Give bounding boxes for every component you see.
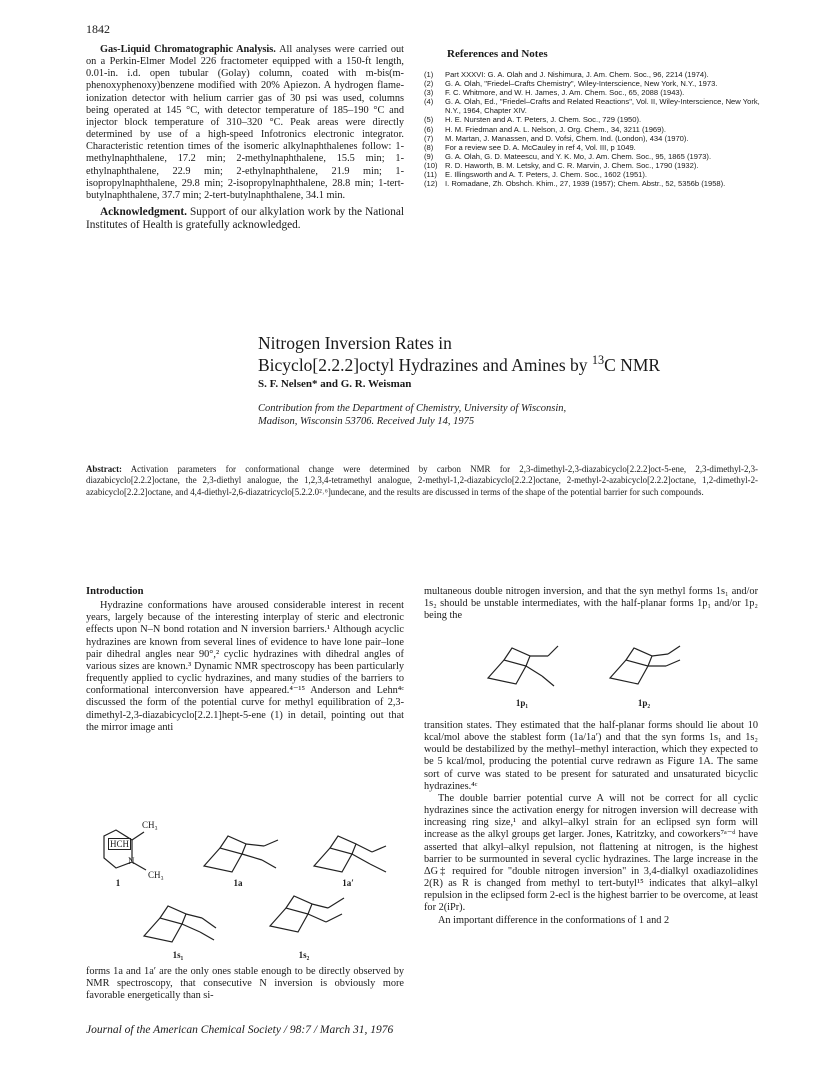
hch-label: HCH: [110, 839, 130, 849]
n-label-1: N: [128, 856, 135, 866]
title-line-2-pre: Bicyclo[2.2.2]octyl Hydrazines and Amines by: [258, 355, 592, 375]
title-superscript: 13: [591, 353, 605, 368]
label-compound-1a: 1a: [233, 878, 243, 888]
reference-number: (1): [424, 70, 434, 79]
article-title: [258, 332, 660, 376]
reference-item: [424, 97, 760, 115]
reference-item: [424, 170, 760, 179]
structure-figure-right: [424, 626, 758, 718]
reference-text: E. Illingsworth and A. T. Peters, J. Chem. Soc., 1602 (1951).: [445, 170, 648, 180]
reference-item: [424, 70, 760, 79]
introduction-heading: Introduction: [86, 586, 144, 597]
right-column-bottom: [424, 720, 758, 927]
ack-text: Support of our alkylation work by the National Institutes of Health is gratefully acknowledged.: [86, 206, 404, 232]
reference-text: F. C. Whitmore, and W. H. James, J. Am. Chem. Soc., 65, 2088 (1943).: [445, 88, 685, 98]
reference-text: For a review see D. A. McCauley in ref 4, Vol. III, p 1049.: [445, 142, 636, 152]
gc-heading: Gas-Liquid Chromatographic Analysis.: [100, 44, 276, 55]
label-compound-1p2: 1p₂: [637, 698, 651, 708]
reference-text: G. A. Olah, G. D. Mateescu, and Y. K. Mo, J. Am. Chem. Soc., 95, 1865 (1973).: [445, 151, 712, 161]
reference-number: (4): [424, 97, 434, 107]
reference-text: H. E. Nursten and A. T. Peters, J. Chem. Soc., 729 (1950).: [445, 115, 642, 125]
title-line-1: Nitrogen Inversion Rates in: [258, 333, 452, 353]
title-line-2-post: C NMR: [604, 355, 661, 375]
reference-number: (5): [424, 115, 434, 125]
reference-item: [424, 179, 760, 188]
reference-text: G. A. Olah, "Friedel–Crafts Chemistry", Wiley-Interscience, New York, N.Y., 1973.: [445, 79, 718, 89]
gc-analysis-section: [86, 44, 404, 232]
intro-paragraph-2: forms 1a and 1a′ are the only ones stable enough to be directly observed by NMR spectroscopy, that consecutive N inversion is obviously more favorable energetically than si-: [86, 966, 404, 1002]
reference-number: (12): [424, 179, 438, 189]
reference-item: [424, 152, 760, 161]
ch3-label-top: CH₃: [142, 820, 158, 830]
right-paragraph-4: An important difference in the conformations of 1 and 2: [438, 914, 670, 926]
reference-text: M. Martan, J. Manassen, and D. Vofsi, Chem. Ind. (London), 434 (1970).: [445, 133, 689, 143]
reference-number: (3): [424, 88, 434, 98]
label-compound-1a-prime: 1a′: [342, 878, 354, 888]
intro-paragraph-1: Hydrazine conformations have aroused considerable interest in recent years, largely because of the interesting interplay of steric and electronic effects upon N–N bond rotation and N inversion barriers.¹ Although acyclic hydrazines are known from several lines of evidence to have lone pair–lone pair dihedral angles near 90°,² cyclic hydrazines with dihedral angles of various sizes are known.³ Dynamic NMR spectroscopy has been particularly frequently applied to cyclic hydrazines, and many studies of the barriers to conformational interconversion have appeared.⁴⁻¹⁵ Anderson and Lehn⁴ᶜ discussed the form of the potential curve for methyl equilibration of 2,3-dimethyl-2,3-diazabicyclo[2.2.1]hept-5-ene (1) in detail, pointing out that the mirror image anti: [86, 600, 404, 733]
abstract: [86, 464, 758, 498]
right-paragraph-2: transition states. They estimated that the half-planar forms should lie about 10 kcal/mol above the stablest form (1a/1a′) and that the syn forms 1s₁ and 1s₂ would be destabilized by the methyl–methyl interaction, which they expected to be 5 kcal/mol, producing the potential curve redrawn as Figure 1A. The same sort of curve was stated to be present for saturated and unsaturated bicyclic hydrazines.⁴ᶜ: [424, 720, 758, 792]
abstract-label: Abstract:: [86, 464, 122, 474]
label-compound-1s1: 1s₁: [172, 950, 184, 960]
ch3-label-bottom: CH₃: [148, 870, 164, 880]
gc-text: All analyses were carried out on a Perkin-Elmer Model 226 fractometer equipped with a 150-ft length, 0.01-in. i.d. open tubular (Golay) column, coated with m-bis(m-phenoxyphenoxy)benzene modified with 20% Apiezon. A hydrogen flame-ionization detector with helium carrier gas of 30 psi was used, columns being operated at 145 °C, with detector temperature of 185–190 °C and injector block temperature of 310–320 °C. Peak areas were directly determined by use of a high-speed Infotronics electronic integrator. Characteristic retention times of the isomeric alkylnaphthalenes follow: 1-methylnaphthalene, 17.2 min; 2-methylnaphthalene, 15.5 min; 1-ethylnaphthalene, 22.9 min; 2-ethylnaphthalene, 21.9 min; 1-isopropylnaphthalene, 29.8 min; 2-isopropylnaphthalene, 28.8 min; 1-tert-butylnaphthalene, 37.7 min; 2-tert-butylnaphthalene, 34.1 min.: [86, 44, 404, 201]
half-planar-structures-drawing: [424, 626, 758, 718]
reference-number: (11): [424, 170, 437, 180]
reference-text: Part XXXVI: G. A. Olah and J. Nishimura, J. Am. Chem. Soc., 96, 2214 (1974).: [445, 70, 709, 79]
label-compound-1s2: 1s₂: [298, 950, 310, 960]
reference-number: (6): [424, 124, 434, 134]
reference-item: [424, 79, 760, 88]
right-paragraph-3: The double barrier potential curve A will not be correct for all cyclic hydrazines since the activation energy for nitrogen inversion will decrease with increasing ring size,¹ and alkyl–alkyl strain for an eclipsed syn form will increase as the alkyl groups get larger. Jones, Katritzky, and coworkers⁷ᵃ⁻ᵈ have asserted that alkyl–alkyl repulsion, not flattening at nitrogen, is the highest barrier to be surmounted in several cyclic hydrazines. The large increase in the ΔG‡ required for "double nitrogen inversion" in 3,4-dialkyl oxadiazolidines 2(R) as R is changed from methyl to tert-butyl¹⁵ indicates that alkyl–alkyl repulsion in the eclipsed form 2-ecl is the highest barrier to be overcome, at least for 2(iPr).: [424, 792, 758, 914]
reference-number: (9): [424, 151, 434, 161]
title-line-2: [258, 354, 660, 376]
authors: S. F. Nelsen* and G. R. Weisman: [258, 378, 412, 390]
structure-figure-left: [86, 818, 406, 968]
reference-number: (8): [424, 142, 434, 152]
affiliation: [258, 402, 566, 428]
reference-item: [424, 88, 760, 97]
reference-item: [424, 115, 760, 124]
references-list: [424, 70, 760, 188]
right-paragraph-1: multaneous double nitrogen inversion, and that the syn methyl forms 1s₁ and/or 1s₂ should be unstable intermediates, with the half-planar forms 1p₁ and/or 1p₂ being the: [424, 586, 758, 622]
structures-drawing: [86, 818, 406, 968]
reference-text: H. M. Friedman and A. L. Nelson, J. Org. Chem., 34, 3211 (1969).: [445, 124, 667, 134]
reference-text: I. Romadane, Zh. Obshch. Khim., 27, 1939 (1957); Chem. Abstr., 52, 5356b (1958).: [445, 179, 726, 189]
affiliation-line-2: Madison, Wisconsin 53706. Received July 14, 1975: [258, 416, 475, 427]
reference-item: [424, 143, 760, 152]
abstract-text: Activation parameters for conformational change were determined by carbon NMR for 2,3-dimethyl-2,3-diazabicyclo[2.2.2]oct-5-ene, 2,3-dimethyl-2,3-diazabicyclo[2.2.2]octane, the 2,3-diethyl analogue, the 1,2,3,4-tetramethyl analogue, 2-methyl-1,2-diazabicyclo[2.2.2]octane, 2-methyl-2-azabicyclo[2.2.2]octane, 1,2-dimethyl-2-azabicyclo[2.2.2]octane, and 4,4-diethyl-2,6-diazatricyclo[5.2.2.0²˒⁶]undecane, and the results are discussed in terms of the shape of the potential barrier for such compounds.: [86, 464, 758, 497]
introduction-section: [86, 586, 404, 734]
label-compound-1p1: 1p₁: [515, 698, 529, 708]
reference-item: [424, 125, 760, 134]
reference-text: G. A. Olah, Ed., "Friedel–Crafts and Related Reactions", Vol. II, Wiley-Interscience, New York, N.Y., 1964, Chapter XIV.: [445, 97, 760, 116]
label-compound-1: 1: [115, 878, 121, 888]
reference-number: (10): [424, 160, 438, 170]
reference-text: R. D. Haworth, B. M. Letsky, and C. R. Marvin, J. Chem. Soc., 1790 (1932).: [445, 160, 699, 170]
references-heading: References and Notes: [447, 48, 548, 60]
ack-heading: Acknowledgment.: [100, 206, 187, 219]
reference-number: (7): [424, 133, 434, 143]
right-column-top: [424, 586, 758, 622]
reference-item: [424, 161, 760, 170]
intro-paragraph-2-block: [86, 966, 404, 1002]
page-number: 1842: [86, 22, 110, 36]
reference-item: [424, 134, 760, 143]
journal-footer: Journal of the American Chemical Society / 98:7 / March 31, 1976: [86, 1024, 394, 1036]
affiliation-line-1: Contribution from the Department of Chemistry, University of Wisconsin,: [258, 403, 567, 414]
reference-number: (2): [424, 79, 434, 89]
